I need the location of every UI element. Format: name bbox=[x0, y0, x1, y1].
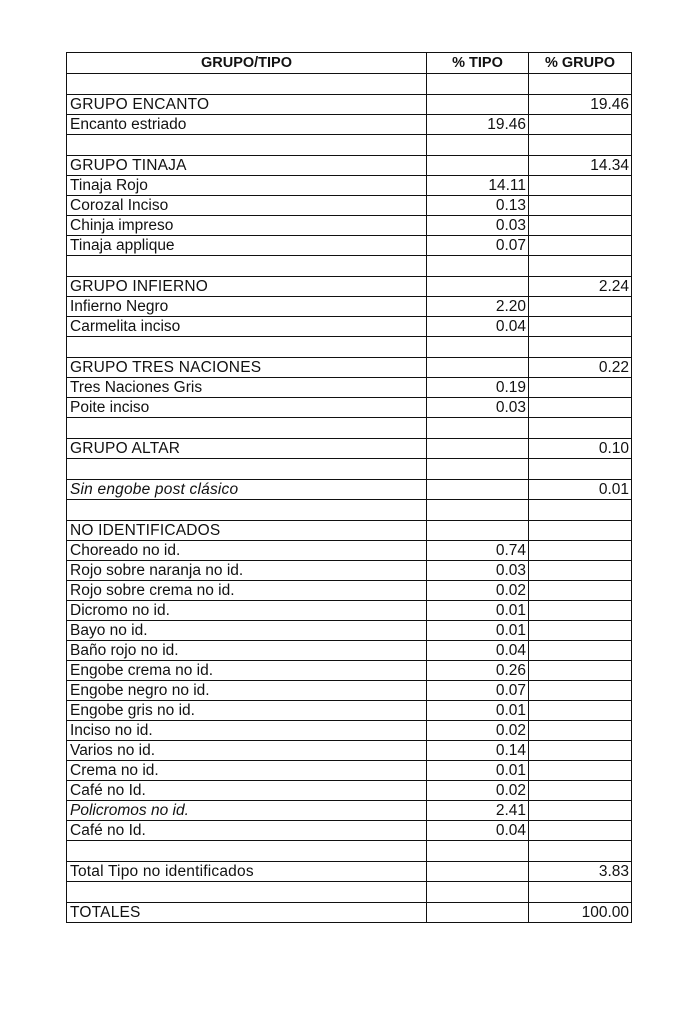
type-row bbox=[67, 681, 632, 701]
blank-cell bbox=[67, 841, 427, 862]
percent-tipo-cell: 0.04 bbox=[427, 641, 529, 661]
blank-cell bbox=[427, 337, 529, 358]
percent-grupo-cell bbox=[529, 641, 632, 661]
blank-cell bbox=[427, 256, 529, 277]
type-row bbox=[67, 176, 632, 196]
row-label: Policromos no id. bbox=[67, 801, 427, 821]
row-label: Choreado no id. bbox=[67, 541, 427, 561]
percent-grupo-cell bbox=[529, 821, 632, 841]
percent-tipo-cell: 0.04 bbox=[427, 821, 529, 841]
header-percent-tipo: % TIPO bbox=[427, 53, 529, 74]
type-row bbox=[67, 761, 632, 781]
row-label: Bayo no id. bbox=[67, 621, 427, 641]
row-label: Rojo sobre crema no id. bbox=[67, 581, 427, 601]
row-label: Encanto estriado bbox=[67, 115, 427, 135]
percent-grupo-cell: 2.24 bbox=[529, 277, 632, 297]
blank-cell bbox=[427, 882, 529, 903]
percent-grupo-cell bbox=[529, 196, 632, 216]
percent-tipo-cell: 0.02 bbox=[427, 721, 529, 741]
blank-cell bbox=[427, 135, 529, 156]
percent-tipo-cell: 19.46 bbox=[427, 115, 529, 135]
type-row bbox=[67, 801, 632, 821]
row-label: Varios no id. bbox=[67, 741, 427, 761]
percent-tipo-cell bbox=[427, 903, 529, 923]
row-label: Engobe gris no id. bbox=[67, 701, 427, 721]
row-label: Engobe crema no id. bbox=[67, 661, 427, 681]
percent-tipo-cell: 0.01 bbox=[427, 601, 529, 621]
header-percent-grupo: % GRUPO bbox=[529, 53, 632, 74]
blank-cell bbox=[529, 882, 632, 903]
percent-grupo-cell bbox=[529, 681, 632, 701]
group-row bbox=[67, 358, 632, 378]
percent-tipo-cell bbox=[427, 95, 529, 115]
row-label: Café no Id. bbox=[67, 821, 427, 841]
type-row bbox=[67, 561, 632, 581]
blank-cell bbox=[67, 74, 427, 95]
percent-grupo-cell bbox=[529, 801, 632, 821]
type-row bbox=[67, 236, 632, 256]
row-label: GRUPO ENCANTO bbox=[67, 95, 427, 115]
row-label: GRUPO TINAJA bbox=[67, 156, 427, 176]
row-label: Poite inciso bbox=[67, 398, 427, 418]
percent-tipo-cell: 0.74 bbox=[427, 541, 529, 561]
row-label: Inciso no id. bbox=[67, 721, 427, 741]
percent-tipo-cell bbox=[427, 156, 529, 176]
percent-tipo-cell: 0.02 bbox=[427, 781, 529, 801]
percent-grupo-cell: 19.46 bbox=[529, 95, 632, 115]
type-row bbox=[67, 216, 632, 236]
row-label: Baño rojo no id. bbox=[67, 641, 427, 661]
type-row bbox=[67, 621, 632, 641]
blank-row bbox=[67, 74, 632, 95]
row-label: Tinaja Rojo bbox=[67, 176, 427, 196]
blank-cell bbox=[427, 418, 529, 439]
row-label: TOTALES bbox=[67, 903, 427, 923]
blank-cell bbox=[427, 500, 529, 521]
percent-tipo-cell: 2.20 bbox=[427, 297, 529, 317]
percent-grupo-cell bbox=[529, 601, 632, 621]
row-label: Engobe negro no id. bbox=[67, 681, 427, 701]
row-label: Tres Naciones Gris bbox=[67, 378, 427, 398]
percent-grupo-cell: 14.34 bbox=[529, 156, 632, 176]
row-label: Café no Id. bbox=[67, 781, 427, 801]
row-label: Tinaja applique bbox=[67, 236, 427, 256]
row-label: Dicromo no id. bbox=[67, 601, 427, 621]
row-label: Rojo sobre naranja no id. bbox=[67, 561, 427, 581]
percent-tipo-cell bbox=[427, 480, 529, 500]
blank-cell bbox=[529, 500, 632, 521]
type-row bbox=[67, 581, 632, 601]
percent-grupo-cell bbox=[529, 176, 632, 196]
percent-tipo-cell bbox=[427, 358, 529, 378]
row-label: NO IDENTIFICADOS bbox=[67, 521, 427, 541]
blank-row bbox=[67, 500, 632, 521]
percent-grupo-cell bbox=[529, 621, 632, 641]
percent-grupo-cell bbox=[529, 721, 632, 741]
blank-cell bbox=[67, 135, 427, 156]
percent-grupo-cell bbox=[529, 521, 632, 541]
blank-cell bbox=[529, 841, 632, 862]
blank-cell bbox=[529, 337, 632, 358]
blank-cell bbox=[427, 841, 529, 862]
percent-tipo-cell: 0.19 bbox=[427, 378, 529, 398]
percent-tipo-cell bbox=[427, 439, 529, 459]
row-label: Total Tipo no identificados bbox=[67, 862, 427, 882]
type-row bbox=[67, 297, 632, 317]
percent-grupo-cell: 0.22 bbox=[529, 358, 632, 378]
percent-tipo-cell: 14.11 bbox=[427, 176, 529, 196]
percent-tipo-cell: 0.07 bbox=[427, 236, 529, 256]
percent-grupo-cell bbox=[529, 297, 632, 317]
group-row bbox=[67, 862, 632, 882]
type-row bbox=[67, 317, 632, 337]
group-row bbox=[67, 480, 632, 500]
blank-cell bbox=[67, 418, 427, 439]
blank-cell bbox=[529, 256, 632, 277]
percentage-table bbox=[66, 52, 632, 923]
percent-tipo-cell: 0.03 bbox=[427, 398, 529, 418]
blank-row bbox=[67, 337, 632, 358]
row-label: Crema no id. bbox=[67, 761, 427, 781]
type-row bbox=[67, 641, 632, 661]
percent-tipo-cell: 0.13 bbox=[427, 196, 529, 216]
percent-grupo-cell: 100.00 bbox=[529, 903, 632, 923]
table-body bbox=[67, 74, 632, 923]
percent-tipo-cell: 0.03 bbox=[427, 216, 529, 236]
percent-grupo-cell bbox=[529, 661, 632, 681]
percent-tipo-cell: 0.04 bbox=[427, 317, 529, 337]
type-row bbox=[67, 378, 632, 398]
percent-grupo-cell bbox=[529, 781, 632, 801]
row-label: GRUPO ALTAR bbox=[67, 439, 427, 459]
percent-tipo-cell: 0.26 bbox=[427, 661, 529, 681]
row-label: Chinja impreso bbox=[67, 216, 427, 236]
type-row bbox=[67, 398, 632, 418]
group-row bbox=[67, 521, 632, 541]
row-label: Infierno Negro bbox=[67, 297, 427, 317]
type-row bbox=[67, 701, 632, 721]
blank-cell bbox=[529, 459, 632, 480]
type-row bbox=[67, 196, 632, 216]
blank-cell bbox=[67, 256, 427, 277]
row-label: Sin engobe post clásico bbox=[67, 480, 427, 500]
percent-grupo-cell: 0.01 bbox=[529, 480, 632, 500]
blank-row bbox=[67, 256, 632, 277]
percent-grupo-cell bbox=[529, 115, 632, 135]
percent-grupo-cell bbox=[529, 216, 632, 236]
percent-grupo-cell bbox=[529, 561, 632, 581]
percent-grupo-cell bbox=[529, 541, 632, 561]
percent-tipo-cell: 0.01 bbox=[427, 761, 529, 781]
header-grupo-tipo: GRUPO/TIPO bbox=[67, 53, 427, 74]
row-label: GRUPO TRES NACIONES bbox=[67, 358, 427, 378]
row-label: GRUPO INFIERNO bbox=[67, 277, 427, 297]
percent-grupo-cell bbox=[529, 761, 632, 781]
blank-cell bbox=[427, 459, 529, 480]
type-row bbox=[67, 661, 632, 681]
percent-tipo-cell: 0.14 bbox=[427, 741, 529, 761]
blank-cell bbox=[67, 459, 427, 480]
group-row bbox=[67, 156, 632, 176]
header-row bbox=[67, 53, 632, 74]
table-header bbox=[67, 53, 632, 74]
blank-cell bbox=[67, 337, 427, 358]
percent-tipo-cell: 0.01 bbox=[427, 621, 529, 641]
blank-row bbox=[67, 418, 632, 439]
type-row bbox=[67, 821, 632, 841]
percent-grupo-cell bbox=[529, 741, 632, 761]
percent-grupo-cell bbox=[529, 398, 632, 418]
type-row bbox=[67, 741, 632, 761]
type-row bbox=[67, 781, 632, 801]
type-row bbox=[67, 541, 632, 561]
blank-cell bbox=[67, 500, 427, 521]
blank-row bbox=[67, 459, 632, 480]
group-row bbox=[67, 95, 632, 115]
percent-grupo-cell bbox=[529, 581, 632, 601]
blank-row bbox=[67, 841, 632, 862]
blank-cell bbox=[529, 135, 632, 156]
row-label: Corozal Inciso bbox=[67, 196, 427, 216]
blank-cell bbox=[529, 74, 632, 95]
blank-row bbox=[67, 135, 632, 156]
percent-tipo-cell bbox=[427, 862, 529, 882]
blank-row bbox=[67, 882, 632, 903]
blank-cell bbox=[427, 74, 529, 95]
row-label: Carmelita inciso bbox=[67, 317, 427, 337]
percent-grupo-cell: 0.10 bbox=[529, 439, 632, 459]
group-row bbox=[67, 277, 632, 297]
percent-tipo-cell: 2.41 bbox=[427, 801, 529, 821]
percent-grupo-cell bbox=[529, 236, 632, 256]
percent-grupo-cell bbox=[529, 378, 632, 398]
percent-tipo-cell: 0.07 bbox=[427, 681, 529, 701]
percent-tipo-cell: 0.03 bbox=[427, 561, 529, 581]
percent-grupo-cell bbox=[529, 317, 632, 337]
group-row bbox=[67, 903, 632, 923]
percent-grupo-cell bbox=[529, 701, 632, 721]
group-row bbox=[67, 439, 632, 459]
type-row bbox=[67, 115, 632, 135]
percent-grupo-cell: 3.83 bbox=[529, 862, 632, 882]
type-row bbox=[67, 721, 632, 741]
blank-cell bbox=[529, 418, 632, 439]
percent-tipo-cell bbox=[427, 521, 529, 541]
percent-tipo-cell: 0.01 bbox=[427, 701, 529, 721]
percent-tipo-cell: 0.02 bbox=[427, 581, 529, 601]
percent-tipo-cell bbox=[427, 277, 529, 297]
type-row bbox=[67, 601, 632, 621]
blank-cell bbox=[67, 882, 427, 903]
